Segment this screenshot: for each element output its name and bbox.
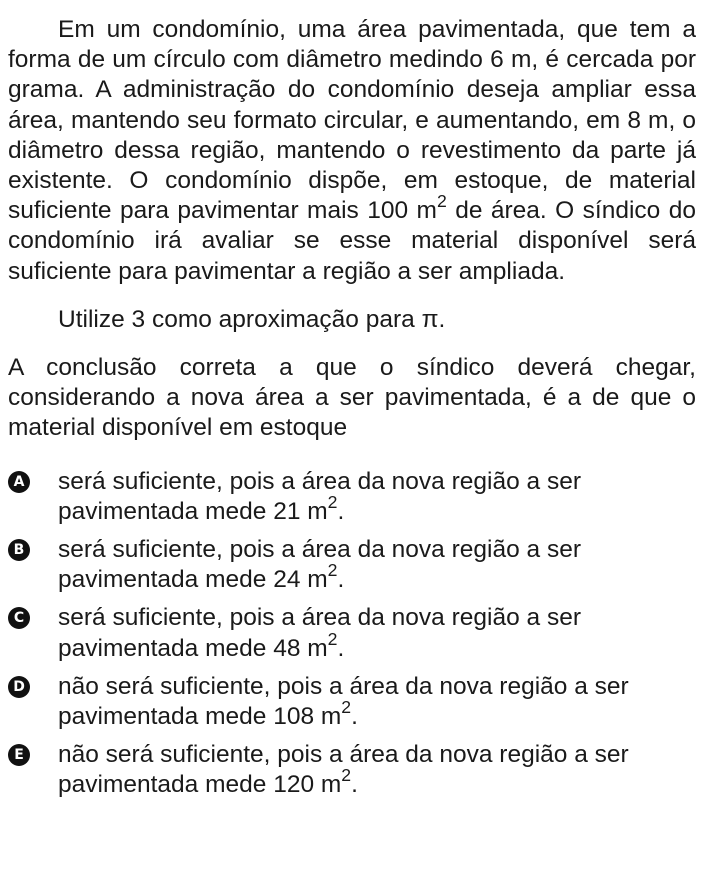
- option-text-line2: [58, 491, 696, 527]
- question-prompt: A conclusão correta a que o síndico deverá chegar, considerando a nova área a ser pavimentada, é a de que o material disponível em estoque: [8, 354, 696, 442]
- option-exponent: 2: [327, 628, 338, 649]
- statement-text-end: de área. O síndico do condomínio irá avaliar se esse material disponível será suficiente para pavimentar a região a ser ampliada.: [8, 197, 696, 285]
- option-period: .: [351, 771, 358, 799]
- option-value-text: pavimentada mede 48 m: [58, 634, 328, 662]
- option-text-line2: [58, 560, 696, 595]
- option-exponent: 2: [341, 765, 352, 786]
- option-period: .: [337, 497, 345, 525]
- option-exponent: 2: [327, 560, 338, 581]
- option-value-text: pavimentada mede 21 m: [58, 497, 328, 525]
- option-value-text: pavimentada mede 108 m: [58, 703, 342, 731]
- option-letter-badge-b: B: [8, 539, 30, 561]
- question-document: [8, 15, 696, 809]
- option-e[interactable]: [8, 740, 696, 800]
- option-letter-badge-a: A: [8, 471, 30, 493]
- statement-text: Em um condomínio, uma área pavimentada, que tem a forma de um círculo com diâmetro medindo 6 m, é cercada por grama. A administração do condomínio deseja ampliar essa área, mantendo seu formato circular, e aumentando, em 8 m, o diâmetro dessa região, mantendo o revestimento da parte já existente. O condomínio dispõe, em estoque, de material suficiente para pavimentar mais 100 m: [8, 16, 696, 225]
- option-letter-badge-c: C: [8, 607, 30, 629]
- option-period: .: [337, 634, 345, 662]
- option-d[interactable]: [8, 672, 696, 732]
- option-period: .: [337, 566, 345, 594]
- option-text-line2: [58, 628, 696, 664]
- statement-exponent: 2: [436, 191, 447, 212]
- option-text-line1: não será suficiente, pois a área da nova região a ser: [58, 672, 629, 700]
- option-text-line2: [58, 697, 696, 732]
- option-b[interactable]: [8, 535, 696, 595]
- option-a[interactable]: [8, 467, 696, 527]
- option-period: .: [351, 703, 358, 731]
- problem-statement: [8, 15, 696, 287]
- answer-options: [8, 467, 696, 801]
- option-text-line2: [58, 765, 696, 800]
- approximation-note: Utilize 3 como aproximação para π.: [58, 305, 446, 333]
- option-text-line1: será suficiente, pois a área da nova região a ser: [58, 604, 581, 632]
- option-c[interactable]: [8, 603, 696, 663]
- option-value-text: pavimentada mede 24 m: [58, 566, 328, 594]
- option-text-line1: será suficiente, pois a área da nova região a ser: [58, 536, 581, 564]
- option-exponent: 2: [341, 697, 352, 718]
- option-text-line1: não será suficiente, pois a área da nova região a ser: [58, 741, 629, 769]
- option-letter-badge-d: D: [8, 676, 30, 698]
- option-value-text: pavimentada mede 120 m: [58, 771, 342, 799]
- option-text-line1: será suficiente, pois a área da nova região a ser: [58, 467, 581, 495]
- option-letter-badge-e: E: [8, 744, 30, 766]
- option-exponent: 2: [327, 491, 338, 512]
